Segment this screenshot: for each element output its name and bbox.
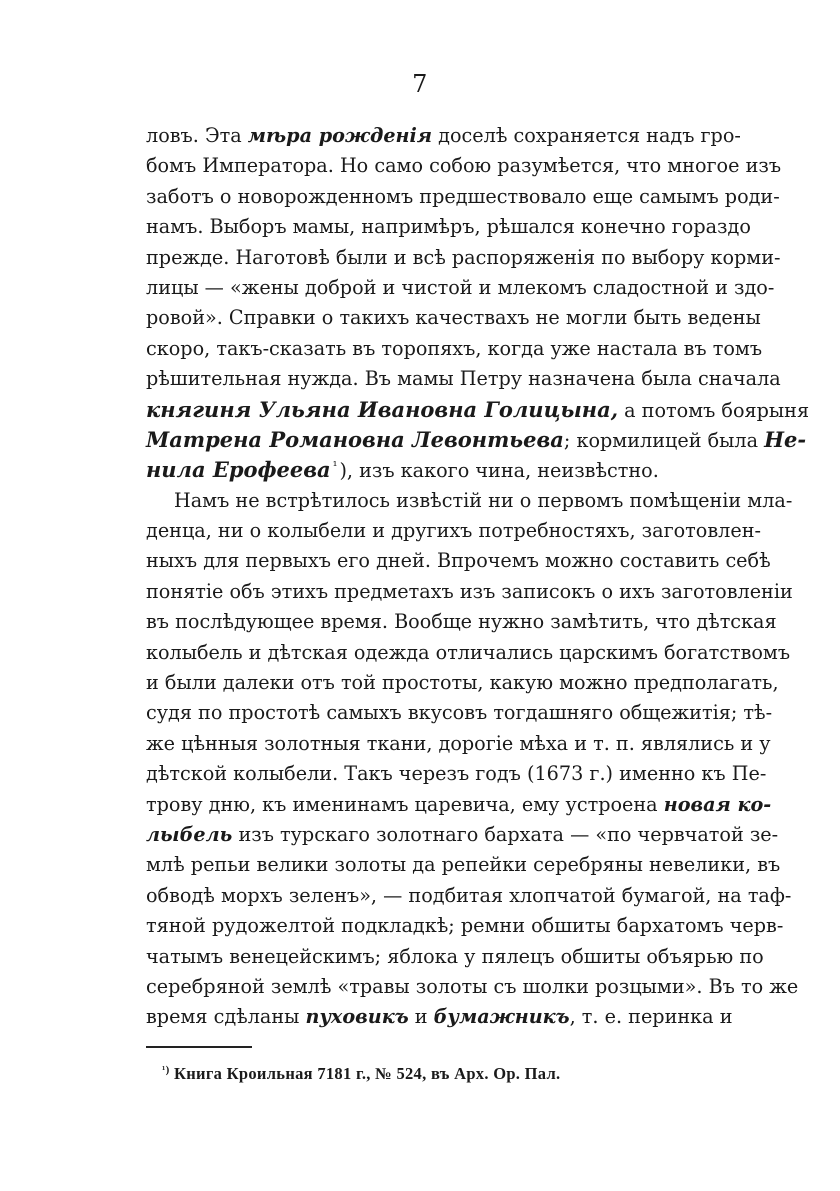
emphasized-text: лыбель [146, 822, 233, 846]
text-segment: судя по простотѣ самыхъ вкусовъ тогдашняго общежитія; тѣ- [146, 701, 773, 725]
text-segment: прежде. Наготовѣ были и всѣ распоряженія по выбору корми- [146, 245, 781, 269]
emphasized-text: мѣра рожденія [247, 124, 433, 147]
footnote-marker: ¹) [162, 1064, 170, 1076]
text-line [146, 395, 810, 425]
text-line [146, 212, 751, 242]
text-line [146, 607, 777, 637]
text-line [146, 182, 780, 212]
text-segment: Намъ не встрѣтилось извѣстій ни о первомъ помѣщеніи мла- [174, 488, 793, 512]
emphasized-text: Матрена Романовна Левонтьева [146, 426, 564, 452]
text-line [146, 972, 799, 1002]
text-line [146, 486, 793, 516]
text-line [146, 759, 767, 789]
text-segment: дѣтской колыбели. Такъ черезъ годъ (1673 г.) именно къ Пе- [146, 762, 767, 786]
text-segment: и были далеки отъ той простоты, какую можно предполагать, [146, 671, 779, 695]
text-line [146, 729, 771, 759]
footnote [162, 1064, 560, 1084]
text-segment: трову дню, къ именинамъ царевича, ему устроена [146, 792, 664, 816]
text-line [146, 850, 781, 880]
text-segment: изъ турскаго золотнаго бархата — «по червчатой зе- [232, 822, 779, 846]
text-segment: ровой». Справки о такихъ качествахъ не могли быть ведены [146, 306, 761, 330]
text-line [146, 243, 781, 273]
text-line [146, 881, 792, 911]
text-segment: ), изъ какого чина, неизвѣстно. [339, 459, 659, 483]
text-segment: ловъ. Эта [146, 124, 248, 147]
emphasized-text: княгиня Ульяна Ивановна Голицына, [146, 396, 619, 422]
page-number: 7 [412, 70, 428, 98]
text-line [146, 577, 793, 607]
text-line [146, 911, 784, 941]
text-line [146, 364, 781, 394]
text-line [146, 790, 772, 820]
text-segment: чатымъ венецейскимъ; яблока у пялецъ обшиты объярью по [146, 944, 764, 968]
text-segment: денца, ни о колыбели и другихъ потребностяхъ, заготовлен- [146, 519, 761, 543]
emphasized-text: пуховикъ [305, 1005, 409, 1029]
text-segment: понятіе объ этихъ предметахъ изъ записокъ о ихъ заготовленіи [146, 579, 793, 603]
text-segment: въ послѣдующее время. Вообще нужно замѣтить, что дѣтская [146, 610, 777, 634]
footnote-text: Книга Кроильная 7181 г., № 524, въ Арх. Ор. Пал. [169, 1064, 561, 1083]
text-line [146, 820, 779, 850]
emphasized-text: новая ко- [663, 792, 772, 816]
text-segment: лицы — «жены доброй и чистой и млекомъ сладостной и здо- [146, 275, 775, 299]
footnote-reference: ¹ [332, 459, 338, 474]
text-segment: ныхъ для первыхъ его дней. Впрочемъ можно составить себѣ [146, 549, 771, 573]
text-segment: же цѣнныя золотныя ткани, дорогіе мѣха и т. п. являлись и у [146, 731, 771, 755]
text-segment: рѣшительная нужда. Въ мамы Петру назначена была сначала [146, 367, 781, 391]
text-line [146, 668, 779, 698]
text-line [146, 546, 771, 576]
text-segment: , т. е. перинка и [569, 1005, 733, 1029]
body-text [146, 121, 810, 1033]
text-line [146, 425, 807, 455]
footnote-divider [146, 1046, 252, 1048]
text-segment: ; кормилицей была [563, 428, 765, 452]
text-line [146, 334, 763, 364]
text-line [146, 151, 782, 181]
text-line [146, 638, 791, 668]
text-segment: скоро, такъ-сказать въ торопяхъ, когда уже настала въ томъ [146, 336, 763, 360]
emphasized-text: нила Ерофеева [146, 457, 331, 483]
paragraph [146, 121, 810, 486]
text-segment: бомъ Императора. Но само собою разумѣется, что многое изъ [146, 154, 782, 178]
text-line [146, 942, 764, 972]
text-segment: доселѣ сохраняется надъ гро- [432, 124, 741, 147]
text-segment: и [408, 1005, 434, 1029]
text-line [146, 516, 761, 546]
text-segment: колыбель и дѣтская одежда отличались царскимъ богатствомъ [146, 640, 791, 664]
text-segment: млѣ репьи велики золоты да репейки серебряны невелики, въ [146, 853, 781, 877]
text-segment: серебряной землѣ «травы золоты съ шолки розцыми». Въ то же [146, 974, 799, 998]
text-line [146, 1002, 740, 1032]
text-segment: время сдѣланы [146, 1005, 306, 1029]
emphasized-text: Не- [764, 426, 807, 452]
paragraph [146, 486, 799, 1033]
text-line [146, 455, 740, 485]
text-line [146, 121, 740, 151]
text-line [146, 273, 775, 303]
emphasized-text: бумажникъ [433, 1005, 570, 1029]
text-segment: намъ. Выборъ мамы, напримѣръ, рѣшался конечно гораздо [146, 215, 751, 239]
text-segment: заботъ о новорожденномъ предшествовало еще самымъ роди- [146, 184, 780, 208]
text-segment: а потомъ боярыня [618, 398, 810, 422]
text-segment: тяной рудожелтой подкладкѣ; ремни обшиты бархатомъ черв- [146, 914, 784, 938]
text-line [146, 698, 773, 728]
text-segment: обводѣ морхъ зеленъ», — подбитая хлопчатой бумагой, на таф- [146, 883, 792, 907]
text-line [146, 303, 761, 333]
